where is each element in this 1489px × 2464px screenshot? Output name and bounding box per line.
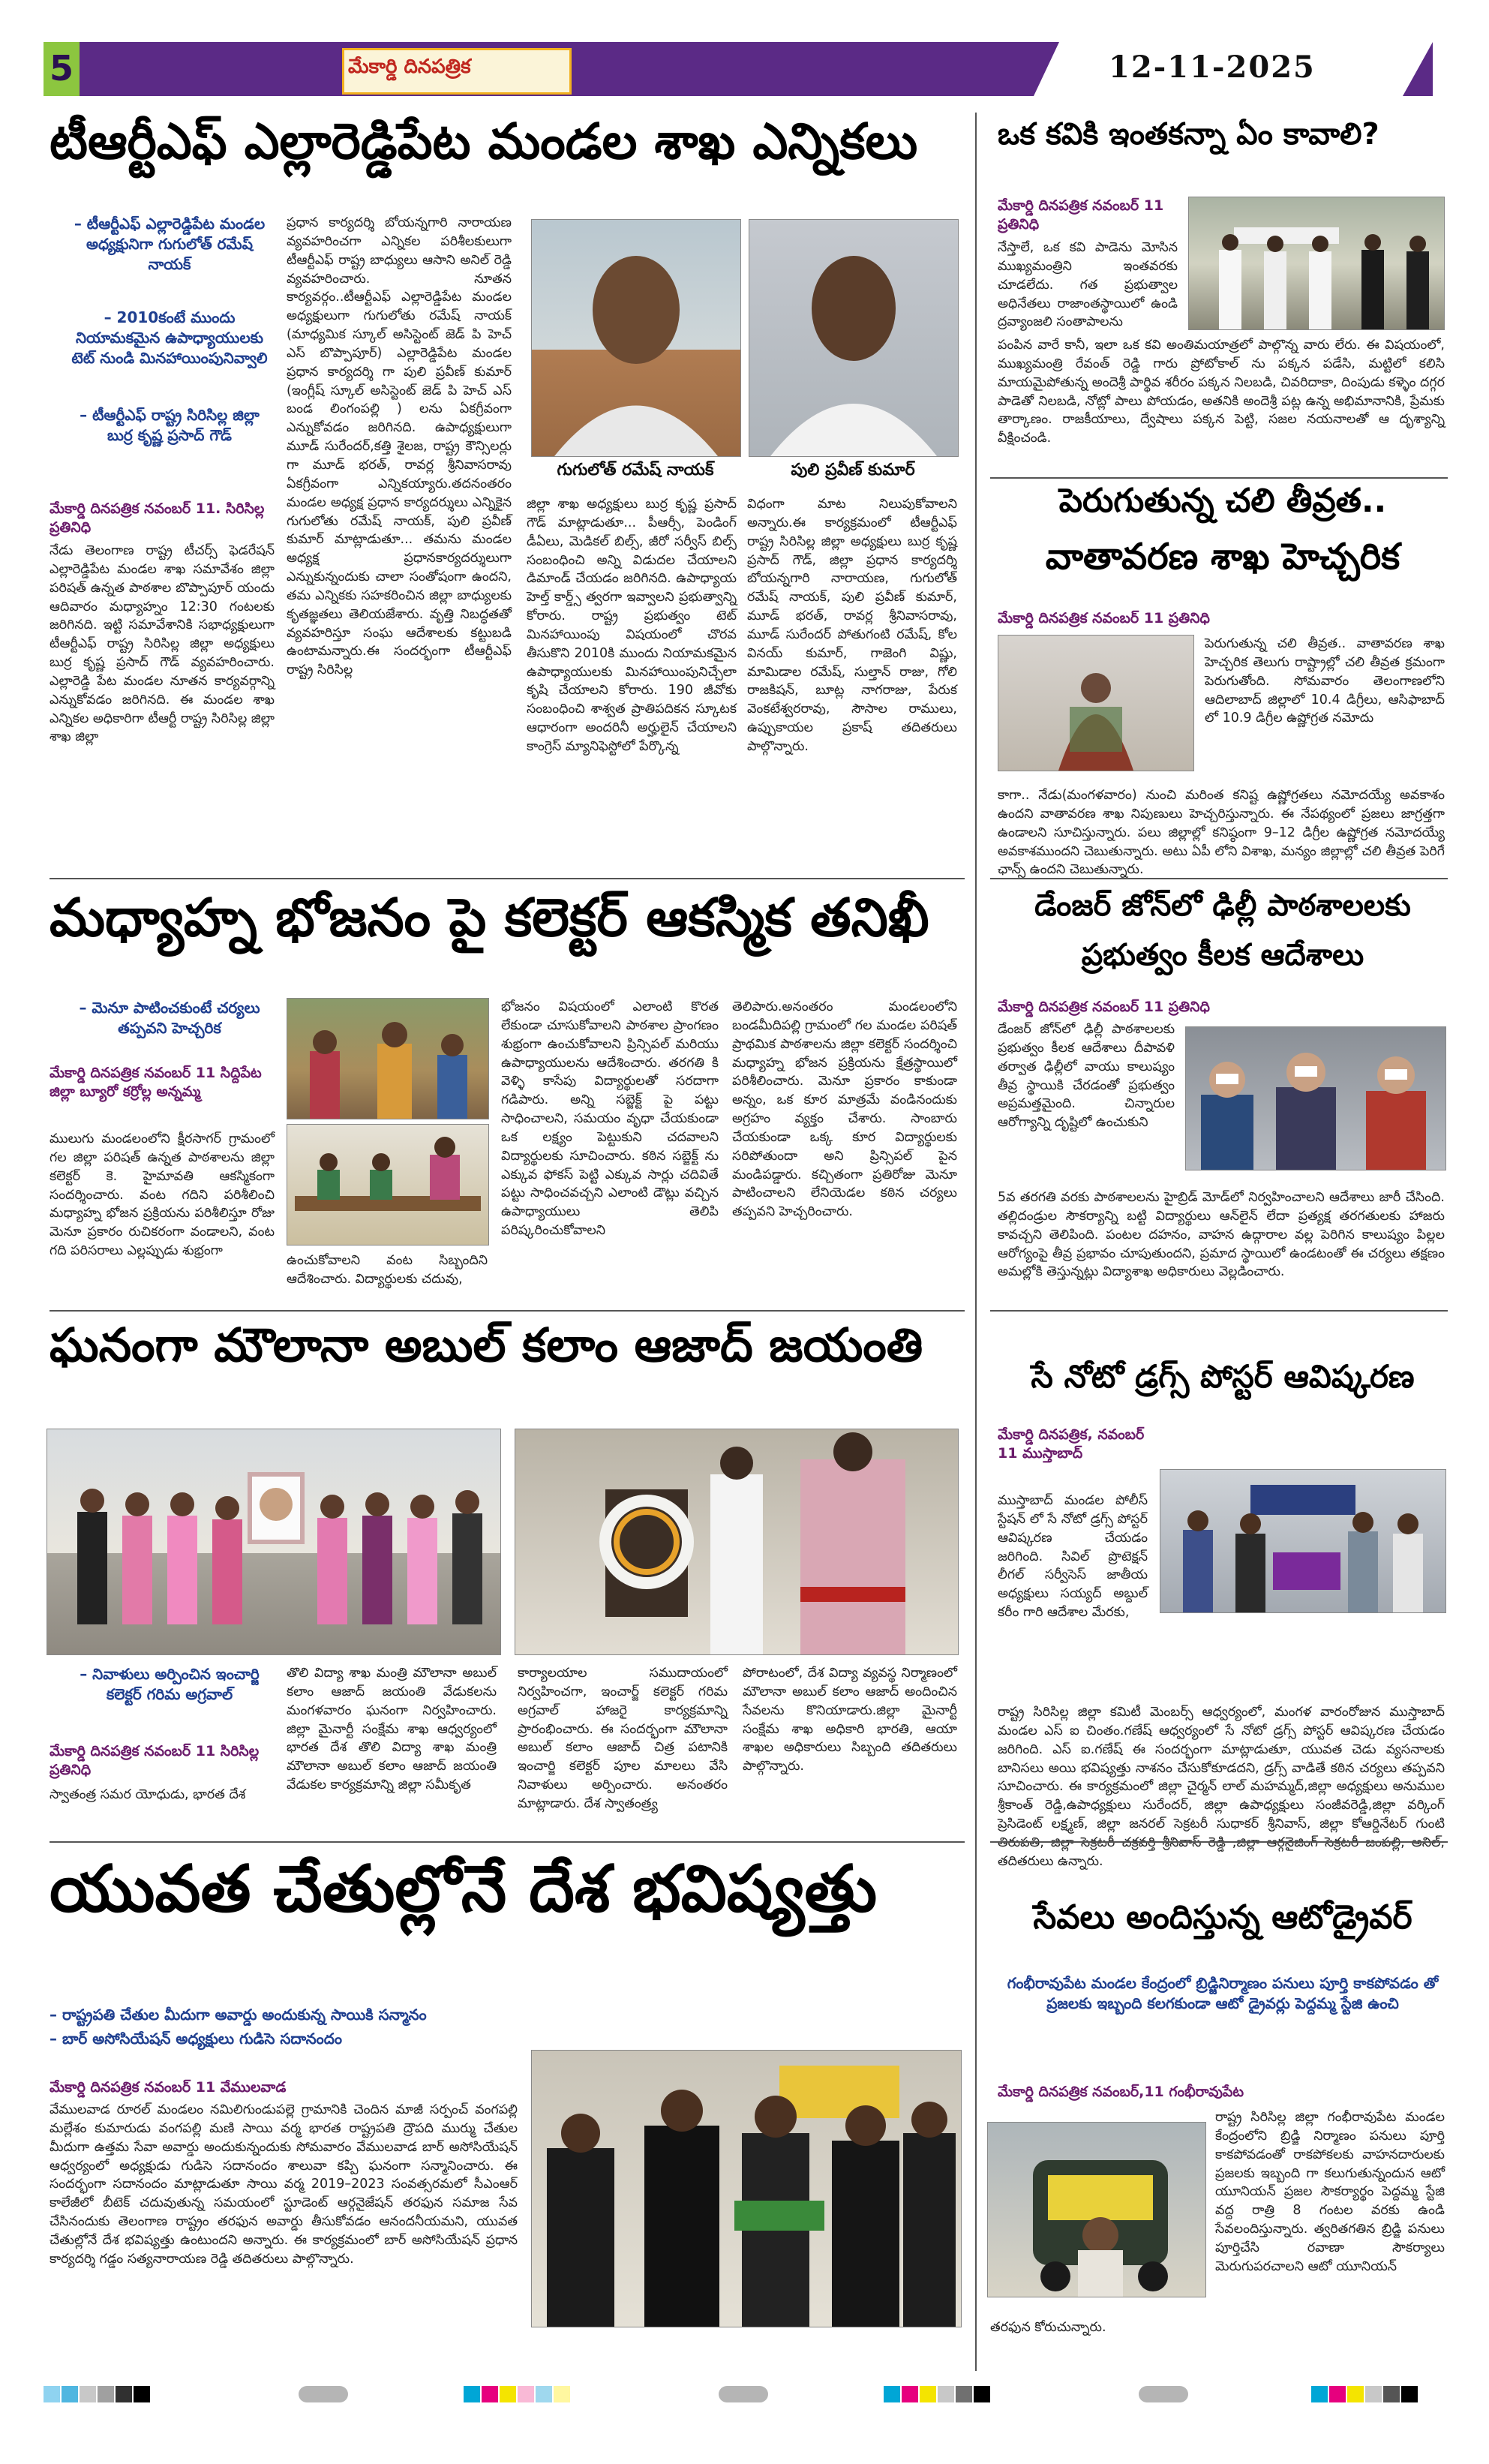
auto-shapes (988, 2123, 1205, 2297)
color-swatch (938, 2386, 954, 2402)
fog-shapes (998, 636, 1193, 771)
column-divider (975, 113, 977, 2371)
right3-headline-line1: డేంజర్ జోన్‌లో ఢిల్లీ పాఠశాలలకు (1034, 888, 1411, 923)
rule-story2 (50, 1310, 965, 1312)
story1-sub-1: – టీఆర్టీఎఫ్ ఎల్లారెడ్డిపేట మండల అధ్యక్షునిగా గుగులోత్ రమేష్ నాయక్ (74, 215, 266, 273)
story1-col1: నేడు తెలంగాణ రాష్ట్ర టీచర్స్ ఫెడరేషన్ ఎల్లారెడ్డిపేట మండల శాఖ సమావేశం జిల్లా పరిషత్ ఉన్నత పాఠశాల బొప్పాపూర్ యందు ఆదివారం మధ్యాహ్నం 12:30 గంటలకు జరిగినది. ఇట్టి సమావేశానికి సభాధ్యక్షులుగా టీఆర్టీఎఫ్ రాష్ట్ర సిరిసిల్ల జిల్లా అధ్యక్షులు బుర్ర కృష్ణ ప్రసాద్ గౌడ్ వ్యవహరించారు. ఎల్లారెడ్డి పేట మండల నూతన కార్యవర్గాన్ని ఎన్నుకోవడం జరిగినది. ఈ మండల శాఖ ఎన్నికల అధికారిగా టీఆర్టీ రాష్ట్ర సిరిసిల్ల జిల్లా శాఖ జిల్లా (50, 543, 275, 745)
right3-dateline: మేకార్డి దినపత్రిక నవంబర్ 11 ప్రతినిధి (998, 999, 1210, 1015)
rule-right1 (990, 477, 1448, 479)
color-swatch (1365, 2386, 1382, 2402)
masthead-right-tab (1403, 42, 1433, 96)
color-swatch (1401, 2386, 1418, 2402)
story2-photo-kitchen (287, 998, 489, 1119)
color-swatch (902, 2386, 918, 2402)
story4-dateline: మేకార్డి దినపత్రిక నవంబర్ 11 వేములవాడ (50, 2079, 287, 2096)
right5-lead: రాష్ట్ర సిరిసిల్ల జిల్లా గంభీరావుపేట మండల కేంద్రంలోని బ్రిడ్జి నిర్మాణం పనులు పూర్తి కాకపోవడంతో రాకపోకలకు వాహనదారులకు ప్రజలకు ఇబ్బంది గా కలుగుతున్నందున ఆటో యూనియన్ ప్రజల సౌకర్యార్థం పెద్దమ్మ స్టేజి వద్ద రాత్రి 8 గంటల వరకు ఉండి సేవలందిస్తున్నారు. త్వరితగతిన బ్రిడ్జి పనులు పూర్తిచేసి రవాణా సౌకర్యాలు మెరుగుపరచాలని ఆటో యూనియన్ (1215, 2110, 1445, 2274)
rule-right4 (990, 1841, 1448, 1843)
registration-strip (44, 2386, 1446, 2402)
story3-col3: కార్యాలయాల సముదాయంలో నిర్వహించగా, ఇంచార్జ్ కలెక్టర్ గరిమ అగ్రవాల్ హాజరై కార్యక్రమాన్ని ప్రారంభించారు. ఈ సందర్భంగా మౌలానా అబుల్ కలాం ఆజాద్ చిత్ర పటానికి ఇంచార్జి కలెక్టర్ పూల మాలలు వేసి నివాళులు అర్పించారు. అనంతరం మాట్లాడారు. దేశ స్వాతంత్ర్య (518, 1666, 728, 1811)
masthead-purple-tail (1034, 42, 1059, 96)
color-swatch (1329, 2386, 1346, 2402)
story3-headline: ఘనంగా మౌలానా అబుల్ కలాం ఆజాద్ జయంతి (50, 1318, 923, 1372)
color-swatch (116, 2386, 132, 2402)
felicitation-shapes (532, 2051, 961, 2327)
color-swatch (80, 2386, 96, 2402)
right3-lead: డేంజర్ జోన్‌లో ఢిల్లీ పాఠశాలలకు ప్రభుత్వం కీలక ఆదేశాలు దీపావళి తర్వాత ఢిల్లీలో వాయు కాలుష్యం తీవ్ర స్థాయికి చేరడంతో ప్రభుత్వం అప్రమత్తమైంది. చిన్నారుల ఆరోగ్యాన్ని దృష్టిలో ఉంచుకుని (998, 1022, 1175, 1131)
page-number: 5 (50, 48, 74, 89)
story4-photo-felicitation (531, 2050, 962, 2327)
story2-col2: ఉంచుకోవాలని వంట సిబ్బందిని ఆదేశించారు. విద్యార్థులకు చదువు, (287, 1253, 488, 1287)
masthead-logo-text: మేకార్డి దినపత్రిక (348, 56, 471, 78)
story1-sub-2: – 2010కంటే ముందు నియామకమైన ఉపాధ్యాయులకు టెట్ నుండి మినహాయింపునివ్వాలి (71, 308, 268, 367)
right2-body: కాగా.. నేడు(మంగళవారం) నుంచి మరింత కనిష్ట ఉష్ణోగ్రతలు నమోదయ్యే అవకాశం ఉందని వాతావరణ శాఖ నిపుణులు హెచ్చరిస్తున్నారు. ఈ నేపథ్యంలో ప్రజలు జాగ్రత్తగా ఉండాలని సూచిస్తున్నారు. పలు జిల్లాల్లో కనిష్ఠంగా 9–12 డిగ్రీల ఉష్ణోగ్రత నమోదయ్యే అవకాశముందని చెబుతున్నారు. అటు ఏపీ లోని విశాఖ, మన్యం జిల్లాల్లో చలి తీవ్రత పెరిగే ఛాన్స్ ఉందని చెబుతున్నారు. (998, 788, 1445, 878)
masthead (44, 42, 1446, 96)
procession-shapes (1189, 197, 1444, 329)
right2-photo-fog (998, 635, 1194, 771)
rule-right3 (990, 1310, 1448, 1312)
portrait-shape (749, 220, 958, 456)
story3-sub-1: – నివాళులు అర్పించిన ఇంచార్జి కలెక్టర్ గరిమ అగ్రవాల్ (80, 1665, 260, 1703)
right2-dateline: మేకార్డి దినపత్రిక నవంబర్ 11 ప్రతినిధి (998, 610, 1210, 627)
story3-photo-group (47, 1429, 501, 1655)
poster-shapes (1160, 1470, 1445, 1612)
right1-body: పంపిన వారే కానీ, ఇలా ఒక కవి అంతిమయాత్రలో పాల్గొన్న వారు లేరు. ఈ విషయంలో, ముఖ్యమంత్రి రేవంత్ రెడ్డి గారు ప్రోటోకాల్ ను పక్కన పడేసి, మట్టిలో కలిసి మాయమైపోతున్న అందెశ్రీ పార్థివ శరీరం పక్కన నిలబడి, చివరిదాకా, దింపుడు కళ్ళెం దగ్గర పాడెతో నిలబడి, నోట్లో పాలు పోయడం, అతనికి అందెశ్రీ పట్ల ఉన్న అభిమానానికి, ప్రేమకు తార్కాణం. రాజకీయాలు, ద్వేషాలు పక్కన పెట్టి, సజల నయనాలతో ఆ దృశ్యాన్ని వీక్షించండి. (998, 338, 1445, 446)
story1-caption-right: పులి ప్రవీణ్ కుమార్ (791, 461, 915, 479)
color-swatch (518, 2386, 534, 2402)
story3-col4: పోరాటంలో, దేశ విద్యా వ్యవస్థ నిర్మాణంలో మౌలానా అబుల్ కలాం ఆజాద్ అందించిన సేవలను కొనియాడారు.జిల్లా మైనార్టీ సంక్షేమ శాఖ అధికారి భారతి, ఆయా శాఖల అధికారులు సిబ్బంది తదితరులు పాల్గొన్నారు. (743, 1666, 957, 1774)
story1-col3: జిల్లా శాఖ అధ్యక్షులు బుర్ర కృష్ణ ప్రసాద్ గౌడ్ మాట్లాడుతూ... పీఆర్సీ, పెండింగ్ డీఏలు, మెడికల్ బిల్స్, జీరో సర్వీస్ బిల్స్ సంబంధించి అన్ని విడుదల చేయాలని డిమాండ్ చేయడం జరిగినది. ఉపాధ్యాయ హెల్త్ కార్డ్స్ త్వరగా ఇవ్వాలని ప్రభుత్వాన్ని కోరారు. రాష్ట్ర ప్రభుత్వం టెట్ మినహాయింపు విషయంలో చొరవ తీసుకొని 2010కి ముందు నియామకమైన ఉపాధ్యాయులకు మినహాయింపునిచ్చేలా కృషి చేయాలని కోరారు. 190 జీవోకు సంబంధించి శాశ్వత ప్రాతిపదికన స్కూటక ఆధారంగా అందరినీ అర్హులైన్ చేయాలని కాంగ్రెస్ మ్యానిఫెస్టోలో పేర్కొన్న (527, 497, 737, 754)
color-swatch (464, 2386, 480, 2402)
story1-photo-praveen (749, 219, 959, 457)
color-swatch (1311, 2386, 1328, 2402)
story4-sub-2: – బార్ అసోసియేషన్ అధ్యక్షులు గుడిసె సదానందం (50, 2030, 343, 2048)
right4-headline: సే నోటో డ్రగ్స్ పోస్టర్ ఆవిష్కరణ (1031, 1358, 1415, 1395)
story4-body: వేములవాడ రూరల్ మండలం నమిలిగుండుపల్లె గ్రామానికి చెందిన మాజీ సర్పంచ్ వంగపల్లి మల్లేశం కుమారుడు వంగపల్లి మణి సాయి వర్మ భారత రాష్ట్రపతి ద్రౌపది ముర్ము చేతుల మీదుగా ఉత్తమ సేవా అవార్డు అందుకున్నందుకు సోమవారం వేములవాడ బార్ అసోసియేషన్ ఆధ్వర్యంలో అధ్యక్షుడు గుడిసె సదానందం శాలువా కప్పి ఘనంగా సన్మానించారు. ఈ సందర్భంగా సదానందం మాట్లాడుతూ సాయి వర్మ 2019–2023 సంవత్సరమలో సీఎంఆర్ కాలేజీలో బీటెక్ చదువుతున్న సమయంలో స్టూడెంట్ ఆర్గనైజేషన్ తరఫున సమాజ సేవ చేసినందుకు తెలంగాణ రాష్ట్రం తరఫున అవార్డు తీసుకోవడం ఆనందనీయమని, యువత చేతుల్లోనే దేశ భవిష్యత్తు ఉంటుందని అన్నారు. ఈ కార్యక్రమంలో బార్ అసోసియేషన్ ప్రధాన కార్యదర్శి గడ్డం సత్యనారాయణ రెడ్డి తదితరులు పాల్గొన్నారు. (50, 2102, 518, 2267)
story2-photo-classroom (287, 1124, 489, 1246)
story2-col4: తెలిపారు.అనంతరం మండలంలోని బండమీదిపల్లి గ్రామంలో గల మండల పరిషత్ ప్రాథమిక పాఠశాలను జిల్లా కలెక్టర్ సందర్శించి మధ్యాహ్న భోజన ప్రక్రియను క్షేత్రస్థాయిలో పరిశీలించారు. మెనూ ప్రకారం కాకుండా అన్నం, ఒక కూర మాత్రమే వండినందుకు అగ్రహం వ్యక్తం చేశారు. సాంబారు చేయకుండా ఒక్క కూర విద్యార్థులకు సరిపోతుందా అని ప్రిన్సిపల్ పైన మండిపడ్డారు. కచ్చితంగా ప్రతిరోజు మెనూ పాటించాలని లేనియెడల కఠిన చర్యలు తప్పవని హెచ్చరించారు. (732, 999, 957, 1220)
right4-lead: ముస్తాబాద్ మండల పోలీస్ స్టేషన్ లో సే నోటో డ్రగ్స్ పోస్టర్ ఆవిష్కరణ చేయడం జరిగింది. సివిల్ ప్రొటెక్షన్ లీగల్ సర్వీసెస్ జాతీయ అధ్యక్షులు సయ్యద్ అబ్దుల్ కరీం గారి ఆదేశాల మేరకు, (998, 1493, 1148, 1621)
color-swatch (884, 2386, 900, 2402)
people-shapes (287, 999, 488, 1119)
story1-photo-ramesh (531, 219, 741, 457)
right2-headline-line1: పెరుగుతున్న చలి తీవ్రత.. (1058, 482, 1387, 520)
story1-caption-left: గుగులోత్ రమేష్ నాయక్ (557, 461, 714, 479)
story3-dateline: మేకార్డి దినపత్రిక నవంబర్ 11 సిరిసిల్ల ప్రతినిధి (50, 1743, 260, 1778)
color-swatch (1347, 2386, 1364, 2402)
story1-headline: టీఆర్టీఎఫ్ ఎల్లారెడ్డిపేట మండల శాఖ ఎన్నికలు (50, 113, 918, 170)
color-swatch (482, 2386, 498, 2402)
garland-shapes (515, 1429, 958, 1654)
students-shapes (1186, 1027, 1445, 1170)
story2-headline: మధ్యాహ్న భోజనం పై కలెక్టర్ ఆకస్మిక తనిఖీ (50, 887, 929, 948)
group-shapes (47, 1429, 500, 1654)
color-swatch (920, 2386, 936, 2402)
right1-photo-procession (1188, 197, 1445, 330)
color-swatch (44, 2386, 60, 2402)
color-swatch (1383, 2386, 1400, 2402)
color-swatch (134, 2386, 150, 2402)
rule-right2 (990, 878, 1448, 879)
right2-headline-line2: వాతావరణ శాఖ హెచ్చరిక (1045, 536, 1400, 578)
right1-dateline: మేకార్డి దినపత్రిక నవంబర్ 11 ప్రతినిధి (998, 197, 1164, 233)
masthead-date: 12-11-2025 (1109, 50, 1316, 85)
rule-story3 (50, 1841, 965, 1843)
story2-col3: భోజనం విషయంలో ఎలాంటి కొరత లేకుండా చూసుకోవాలని పాఠశాల ప్రాంగణం శుభ్రంగా ఉంచుకోవాలని ప్రిన్సిపల్ మరియు ఉపాధ్యాయులను ఆదేశించారు. తరగతి కి వెళ్ళి కాసేపు విద్యార్థులతో సరదాగా గడిపారు. అన్ని సబ్జెక్ట్ పై పట్టు సాధించాలని, సమయం వృధా చేయకుండా ఒక లక్ష్యం పెట్టుకుని చదవాలని విద్యార్థులకు సూచించారు. కఠిన సబ్జెక్ట్ ను ఎక్కువ ఫోకస్ పెట్టి ఎక్కువ సార్లు చదివితే పట్టు సాధించవచ్చని ఎలాంటి డౌట్లు వచ్చిన ఉపాధ్యాయులు తెలిపి పరిష్కరించుకోవాలని (501, 999, 719, 1239)
right5-photo-auto (987, 2122, 1206, 2297)
story4-headline: యువత చేతుల్లోనే దేశ భవిష్యత్తు (50, 1852, 878, 1927)
right4-body: రాష్ట్ర సిరిసిల్ల జిల్లా కమిటీ మెంబర్స్ ఆధ్వర్యంలో, మంగళ వారంరోజున ముస్తాబాద్ మండల ఎస్ ఐ చింతం.గణేష్ ఆధ్వర్యంలో సే నోటో డ్రగ్స్ పోస్టర్ ఆవిష్కరణ చేయడం జరిగింది. ఎస్ ఐ.గణేష్ ఈ సందర్భంగా మాట్లాడుతూ, యువత చెడు వ్యసనాలకు బానిసలు అయి భవిష్యత్తు నాశనం చేసుకోకూడదని, డ్రగ్స్ వాడితే కఠిన చర్యలు తప్పవని సూచించారు. ఈ కార్యక్రమంలో జిల్లా చైర్మన్ లాల్ మహమ్మద్,జిల్లా అధ్యక్షులు అనుముల శ్రీకాంత్ రెడ్డి,ఉపాధ్యక్షులు సురేందర్, జిల్లా ఉపాధ్యక్షులు సంజీవరెడ్డి,జిల్లా వర్కింగ్ ప్రెసిడెంట్ లక్ష్మణ్, జిల్లా జనరల్ సెక్రటరీ సుధాకర్ శ్రీనివాస్, జిల్లా కోఆర్డినేటర్ గుంటి తదితరులు ఉన్నారు. (998, 1705, 1445, 1869)
right4-dateline: మేకార్డి దినపత్రిక, నవంబర్ 11 ముస్తాబాద్ (998, 1426, 1145, 1462)
registration-pill (719, 2386, 768, 2402)
story1-sub-3: – టీఆర్టీఎఫ్ రాష్ట్ర సిరిసిల్ల జిల్లా బుర్ర కృష్ణ ప్రసాద్ గౌడ్ (80, 406, 260, 444)
rule-story1 (50, 878, 965, 879)
registration-pill (1139, 2386, 1188, 2402)
color-swatch (536, 2386, 552, 2402)
color-swatch (98, 2386, 114, 2402)
story4-sub-1: – రాష్ట్రపతి చేతుల మీదుగా అవార్డు అందుకున్న సాయికి సన్మానం (50, 2006, 427, 2024)
story3-col1: స్వాతంత్ర సమర యోధుడు, భారత దేశ (50, 1787, 246, 1802)
story2-sub-1: – మెనూ పాటించకుంటే చర్యలు తప్పవని హెచ్చరిక (79, 999, 260, 1037)
story1-dateline: మేకార్డి దినపత్రిక నవంబర్ 11. సిరిసిల్ల ప్రతినిధి (50, 500, 265, 536)
right1-lead: నేస్తాలే, ఒక కవి పాడెను మోసిన ముఖ్యమంత్రిని ఇంతవరకు చూడలేదు. గత ప్రభుత్వాల అధినేతలు రాజాంతస్థాయిలో ఉండి ద్రవ్యాంజలి సంతాపాలను (998, 240, 1178, 330)
right3-photo-students (1185, 1026, 1446, 1170)
right5-headline: సేవలు అందిస్తున్న ఆటోడ్రైవర్ (1033, 1898, 1412, 1937)
color-swatch (500, 2386, 516, 2402)
right5-tail: తరఫున కోరుచున్నారు. (990, 2320, 1106, 2335)
right5-dateline: మేకార్డి దినపత్రిక నవంబర్,11 గంభీరావుపేట (998, 2084, 1244, 2100)
right5-sub: గంభీరావుపేట మండల కేంద్రంలో బ్రిడ్జినిర్మాణం పనులు పూర్తి కాకపోవడం తో ప్రజలకు ఇబ్బంది కలగకుండా ఆటో డ్రైవర్లు పెద్దమ్మ స్టేజి ఉంచి (1007, 1974, 1439, 2012)
color-swatch (956, 2386, 972, 2402)
story3-col2: తొలి విద్యా శాఖ మంత్రి మౌలానా అబుల్ కలాం ఆజాద్ జయంతి వేడుకలను మంగళవారం ఘనంగా నిర్వహించారు. జిల్లా మైనార్టీ సంక్షేమ శాఖ ఆధ్వర్యంలో భారత దేశ తొలి విద్యా శాఖ మంత్రి మౌలానా అబుల్ కలాం ఆజాద్ జయంతి వేడుకల కార్యక్రమాన్ని జిల్లా సమీకృత (287, 1666, 497, 1793)
classroom-shapes (287, 1125, 488, 1245)
portrait-shape (532, 220, 740, 456)
story1-col2: ప్రధాన కార్యదర్శి బోయన్నగారి నారాయణ వ్యవహరించగా ఎన్నికల పరిశీలకులుగా టీఆర్టీఎఫ్ రాష్ట్ర బాధ్యులు ఆసాని అనిల్ రెడ్డి వ్యవహరించారు. నూతన కార్యవర్గం..టీఆర్టీఎఫ్ ఎల్లారెడ్డిపేట మండల అధ్యక్షులుగా గుగులోతు రమేష్ నాయక్ (మాధ్యమిక స్కూల్ అసిస్టెంట్ జెడ్ పి హెచ్ ఎస్ బొప్పాపూర్) ఎల్లారెడ్డిపేట మండల ప్రధాన కార్యదర్శి గా పులి ప్రవీణ్ కుమార్ (ఇంగ్లీష్ స్కూల్ అసిస్టెంట్ జెడ్ పి హెచ్ ఎస్ బండ లింగంపల్లి ) లను ఏకగ్రీవంగా ఎన్నుకోవడం జరిగినది. ఉపాధ్యక్షులుగా మూడ్ సురేందర్,కత్తి శైలజ, రాష్ట్ర కౌన్సిలర్లు గా మూడ్ భరత్, రావర్ల శ్రీనివాసరావు ఏకగ్రీవంగా ఎన్నికయ్యారు.తదనంతరం మండల అధ్యక్ష ప్రధాన కార్యదర్శులు ఎన్నికైన గుగులోతు రమేష్ నాయక్, పులి ప్రవీణ్ కుమార్ మాట్లాడుతూ... తమను మండల అధ్యక్ష ప్రధానకార్యదర్శులుగా ఎన్నుకున్నందుకు చాలా సంతోషంగా ఉందని, తమ ఎన్నికకు సహకరించిన జిల్లా బాధ్యులకు కృతజ్ఞతలు తెలియజేశారు. వృత్తి నిబద్ధతతో వ్యవహరిస్తూ సంఘ ఆదేశాలకు కట్టుబడి ఉంటామన్నారు.ఈ సందర్భంగా టీఆర్టీఎఫ్ రాష్ట్ర సిరిసిల్ల (287, 215, 512, 678)
color-swatch (62, 2386, 78, 2402)
story2-col1: ములుగు మండలంలోని క్షీరసాగర్ గ్రామంలో గల జిల్లా పరిషత్ ఉన్నత పాఠశాలను జిల్లా కలెక్టర్ కె. హైమావతి ఆకస్మికంగా సందర్శించారు. వంట గదిని పరిశీలించి మధ్యాహ్న భోజన ప్రక్రియను పరిశీలిస్తూ రోజు మెనూ ప్రకారం రుచికరంగా వండాలని, వంట గది పరిసరాలు ఎల్లప్పుడు శుభ్రంగా (50, 1131, 275, 1259)
right3-body: 5వ తరగతి వరకు పాఠశాలలను హైబ్రిడ్ మోడ్‌లో నిర్వహించాలని ఆదేశాలు జారీ చేసింది. తల్లిదండ్రుల సౌకర్యాన్ని బట్టి విద్యార్థులు ఆన్‌లైన్ లేదా ప్రత్యక్ష తరగతులకు హాజరు కావచ్చని తెలిపింది. పంటల దహనం, వాహన ఉద్గారాల వల్ల పెరిగిన కాలుష్యం పిల్లల ఆరోగ్యంపై తీవ్ర ప్రభావం చూపుతుందని, ప్రమాద స్థాయిలో ఉండటంతో ఈ చర్యలు తక్షణం అమల్లోకి తెస్తున్నట్లు విద్యాశాఖ అధికారులు వెల్లడించారు. (998, 1190, 1445, 1280)
registration-pill (299, 2386, 348, 2402)
right3-headline-line2: ప్రభుత్వం కీలక ఆదేశాలు (1081, 938, 1364, 972)
right2-lead: పెరుగుతున్న చలి తీవ్రత.. వాతావరణ శాఖ హెచ్చరిక తెలుగు రాష్ట్రాల్లో చలి తీవ్రత క్రమంగా పెరుగుతోంది. సోమవారం తెలంగాణలోని ఆదిలాబాద్ జిల్లాలో 10.4 డిగ్రీలు, ఆసిఫాబాద్ లో 10.9 డిగ్రీల ఉష్ణోగ్రత నమోదు (1205, 636, 1445, 726)
color-swatch (974, 2386, 990, 2402)
right1-headline: ఒక కవికి ఇంతకన్నా ఏం కావాలి? (998, 117, 1379, 152)
story2-dateline: మేకార్డి దినపత్రిక నవంబర్ 11 సిద్దిపేట జిల్లా బ్యూరో కర్రోల్ల అన్నమ్మ (50, 1065, 262, 1100)
right4-photo-poster (1160, 1469, 1446, 1613)
color-swatch (554, 2386, 570, 2402)
story3-photo-garlanding (515, 1429, 959, 1655)
story1-col4: విధంగా మాట నిలుపుకోవాలని అన్నారు.ఈ కార్యక్రమంలో టీఆర్టీఎఫ్ రాష్ట్ర సిరిసిల్ల జిల్లా అధ్యక్షులు బుర్ర కృష్ణ ప్రసాద్ గౌడ్, జిల్లా ప్రధాన కార్యదర్శి బోయన్నగారి నారాయణ, గుగులోత్ రమేష్ నాయక్, పులి ప్రవీణ్ కుమార్, మూడ్ భరత్, రావర్ల శ్రీనివాసరావు, మూడ్ సురేందర్ పోతుగంటి రమేష్, కోల వినయ్ కుమార్, గాజెంగి విష్ణు, మామిడాల రమేష్, సుల్తాన్ రాజు, గోలి రాజకిషన్, బూట్ల నాగరాజు, పేరుక వెంకటేశ్వరరావు, సౌసాల రాములు, ఉప్పుకాయల ప్రకాష్ తదితరులు పాల్గొన్నారు. (747, 497, 957, 754)
